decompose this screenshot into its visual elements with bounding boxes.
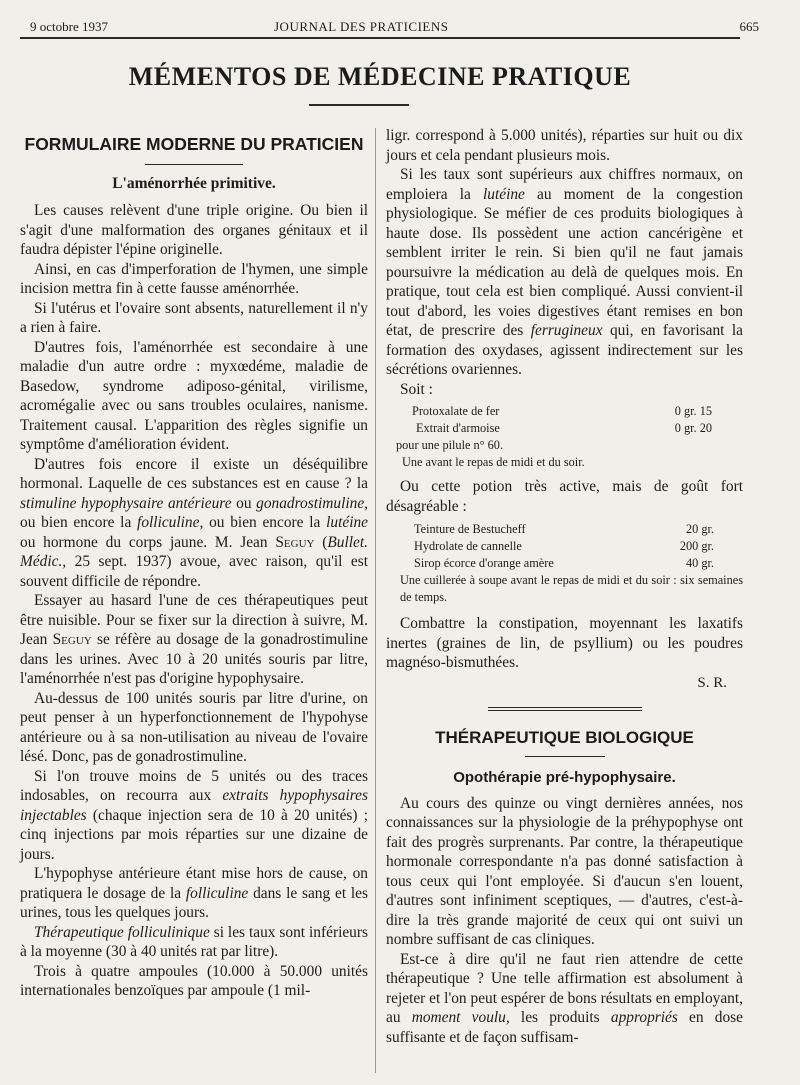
formula-row: Hydrolate de cannelle 200 gr. [414,539,714,553]
paragraph: Au-dessus de 100 unités souris par litre d'urine, on peut penser à un hyperfonctionnement de l'hypohyse antérieure ou à sa non-utilisation au niveau de l'ovaire lésé. Donc, pas de gonadrostimuline. [20,689,368,765]
formula-row: Extrait d'armoise 0 gr. 20 [416,421,712,435]
header-rule [20,37,740,39]
paragraph: Au cours des quinze ou vingt dernières années, nos connaissances sur la physiologie de la préhypophyse ont fait des progrès surprenants. Par contre, la thérapeutique hormonale correspondante n'a pas donné satisfaction à tous ceux qui l'ont employée. Si d'aucun s'en louent, d'autres sont infiniment sceptiques, — d'autres, c'est-à-dire la très grande majorité de ceux qui ont suivi un nombre suffisant de cas cliniques. [386,794,743,948]
pill-instructions: Une avant le repas de midi et du soir. [402,455,585,469]
paragraph: ligr. correspond à 5.000 unités), réparties sur huit ou dix jours et cela pendant plusieurs mois. [386,127,743,164]
formula-pills [412,403,712,437]
header-date: 9 octobre 1937 [30,19,108,34]
paragraph: Est-ce à dire qu'il ne faut rien attendre de cette thérapeutique ? Une telle affirmation est absolument à rejeter et l'on peut espérer de bons résultats en employant, au moment voulu, les produits appropriés en dose suffisante et de façon suffisam- [386,950,744,1046]
paragraph: Essayer au hasard l'une de ces thérapeutiques peut être nuisible. Pour se fixer sur la direction à suivre, M. Jean Seguy se réfère au dosage de la gonadrostimuline dans les urines. Avec 10 à 20 unités souris par litre, l'aménorrhée n'est pas d'origine hypophysaire. [20,592,368,687]
section-rule [145,164,243,165]
paragraph: Trois à quatre ampoules (10.000 à 50.000 unités internationales benzoïques par ampoule (1 mil- [20,962,368,999]
paragraph: D'autres fois, l'aménorrhée est secondaire à une maladie d'un autre ordre : myxœdéme, maladie de Basedow, syndrome adiposo-génital, virilisme, acromégalie avec ou sans troubles oculaires, nanisme. Traitement causal. L'apparition des règles signifie un symptôme d'amélioration évident. [20,338,368,453]
column-divider [375,128,376,1073]
title-rule [309,104,409,106]
section-title-formulaire: FORMULAIRE MODERNE DU PRATICIEN [24,134,364,154]
paragraph: Thérapeutique folliculinique si les taux sont inférieurs à la moyenne (30 à 40 unités rat par litre). [20,923,368,960]
paragraph: Combattre la constipation, moyennant les laxatifs inertes (graines de lin, de psyllium) ou les poudres magnéso-bismuthées. [386,615,743,671]
pill-count: pour une pilule n° 60. [396,438,504,452]
subtitle-amenorrhee: L'aménorrhée primitive. [112,175,276,192]
paragraph: Ainsi, en cas d'imperforation de l'hymen, une simple incision mettra fin à cette fausse aménorrhée. [20,260,368,297]
paragraph: Si les taux sont supérieurs aux chiffres normaux, on emploiera la lutéine au moment de la congestion physiologique. Se méfier de ces produits biologiques à haute dose. Ils possèdent une action cancérigène et semblent irriter le rein. Si bien qu'il ne faut jamais poursuivre la médication au delà de quelques mois. En pratique, tout cela est bien compliqué. Aussi convient-il tout d'abord, les voies digestives étant remises en bon état, de prescrire des ferrugineux qui, en favorisant la formation des oxydases, agissent indirectement sur les sécrétions ovariennes. [386,166,743,378]
subtitle-opotherapie: Opothérapie pré-hypophysaire. [453,768,676,786]
formula-row: Teinture de Bestucheff 20 gr. [414,522,714,536]
paragraph-soit: Soit : [400,380,433,398]
paragraph: L'hypophyse antérieure étant mise hors de cause, on pratiquera le dosage de la folliculine dans le sang et les urines, tous les quelques jours. [20,865,368,921]
potion-instructions: Une cuillerée à soupe avant le repas de midi et du soir : six semaines de temps. [400,573,743,604]
paragraph: D'autres fois encore il existe un déséquilibre hormonal. Laquelle de ces substances est en cause ? la stimuline hypophysaire antérieure ou gonadrostimuline, ou bien encore la folliculine, ou bien encore la lutéine ou hormone du corps jaune. M. Jean Seguy (Bullet. Médic., 25 sept. 1937) avoue, avec raison, qu'il est souvent difficile de répondre. [20,455,368,590]
left-column [20,126,368,1001]
section-title-therapeutique: THÉRAPEUTIQUE BIOLOGIQUE [435,727,694,747]
page-title: MÉMENTOS DE MÉDECINE PRATIQUE [128,62,632,91]
paragraph: Si l'utérus et l'ovaire sont absents, naturellement il n'y a rien à faire. [20,299,368,336]
paragraph: Si l'on trouve moins de 5 unités ou des traces indosables, on recourra aux extraits hypophysaires injectables (chaque injection sera de 10 à 20 unités) ; cinq injections par mois réparties sur une dizaine de jours. [20,767,368,863]
paragraph: Ou cette potion très active, mais de goût fort désagréable : [386,478,743,515]
right-column [386,126,743,1047]
section-double-rule [488,707,642,711]
formula-potion [414,521,714,572]
formula-row: Protoxalate de fer 0 gr. 15 [412,404,712,418]
section-rule [525,756,605,757]
page-number: 665 [739,19,759,34]
formula-row: Sirop écorce d'orange amère 40 gr. [414,556,714,570]
paragraph: Les causes relèvent d'une triple origine. Ou bien il s'agit d'une malformation des organes génitaux et il faudra dépister l'épine originelle. [20,202,368,258]
signature: S. R. [697,674,727,691]
header-journal-title: JOURNAL DES PRATICIENS [274,19,449,34]
